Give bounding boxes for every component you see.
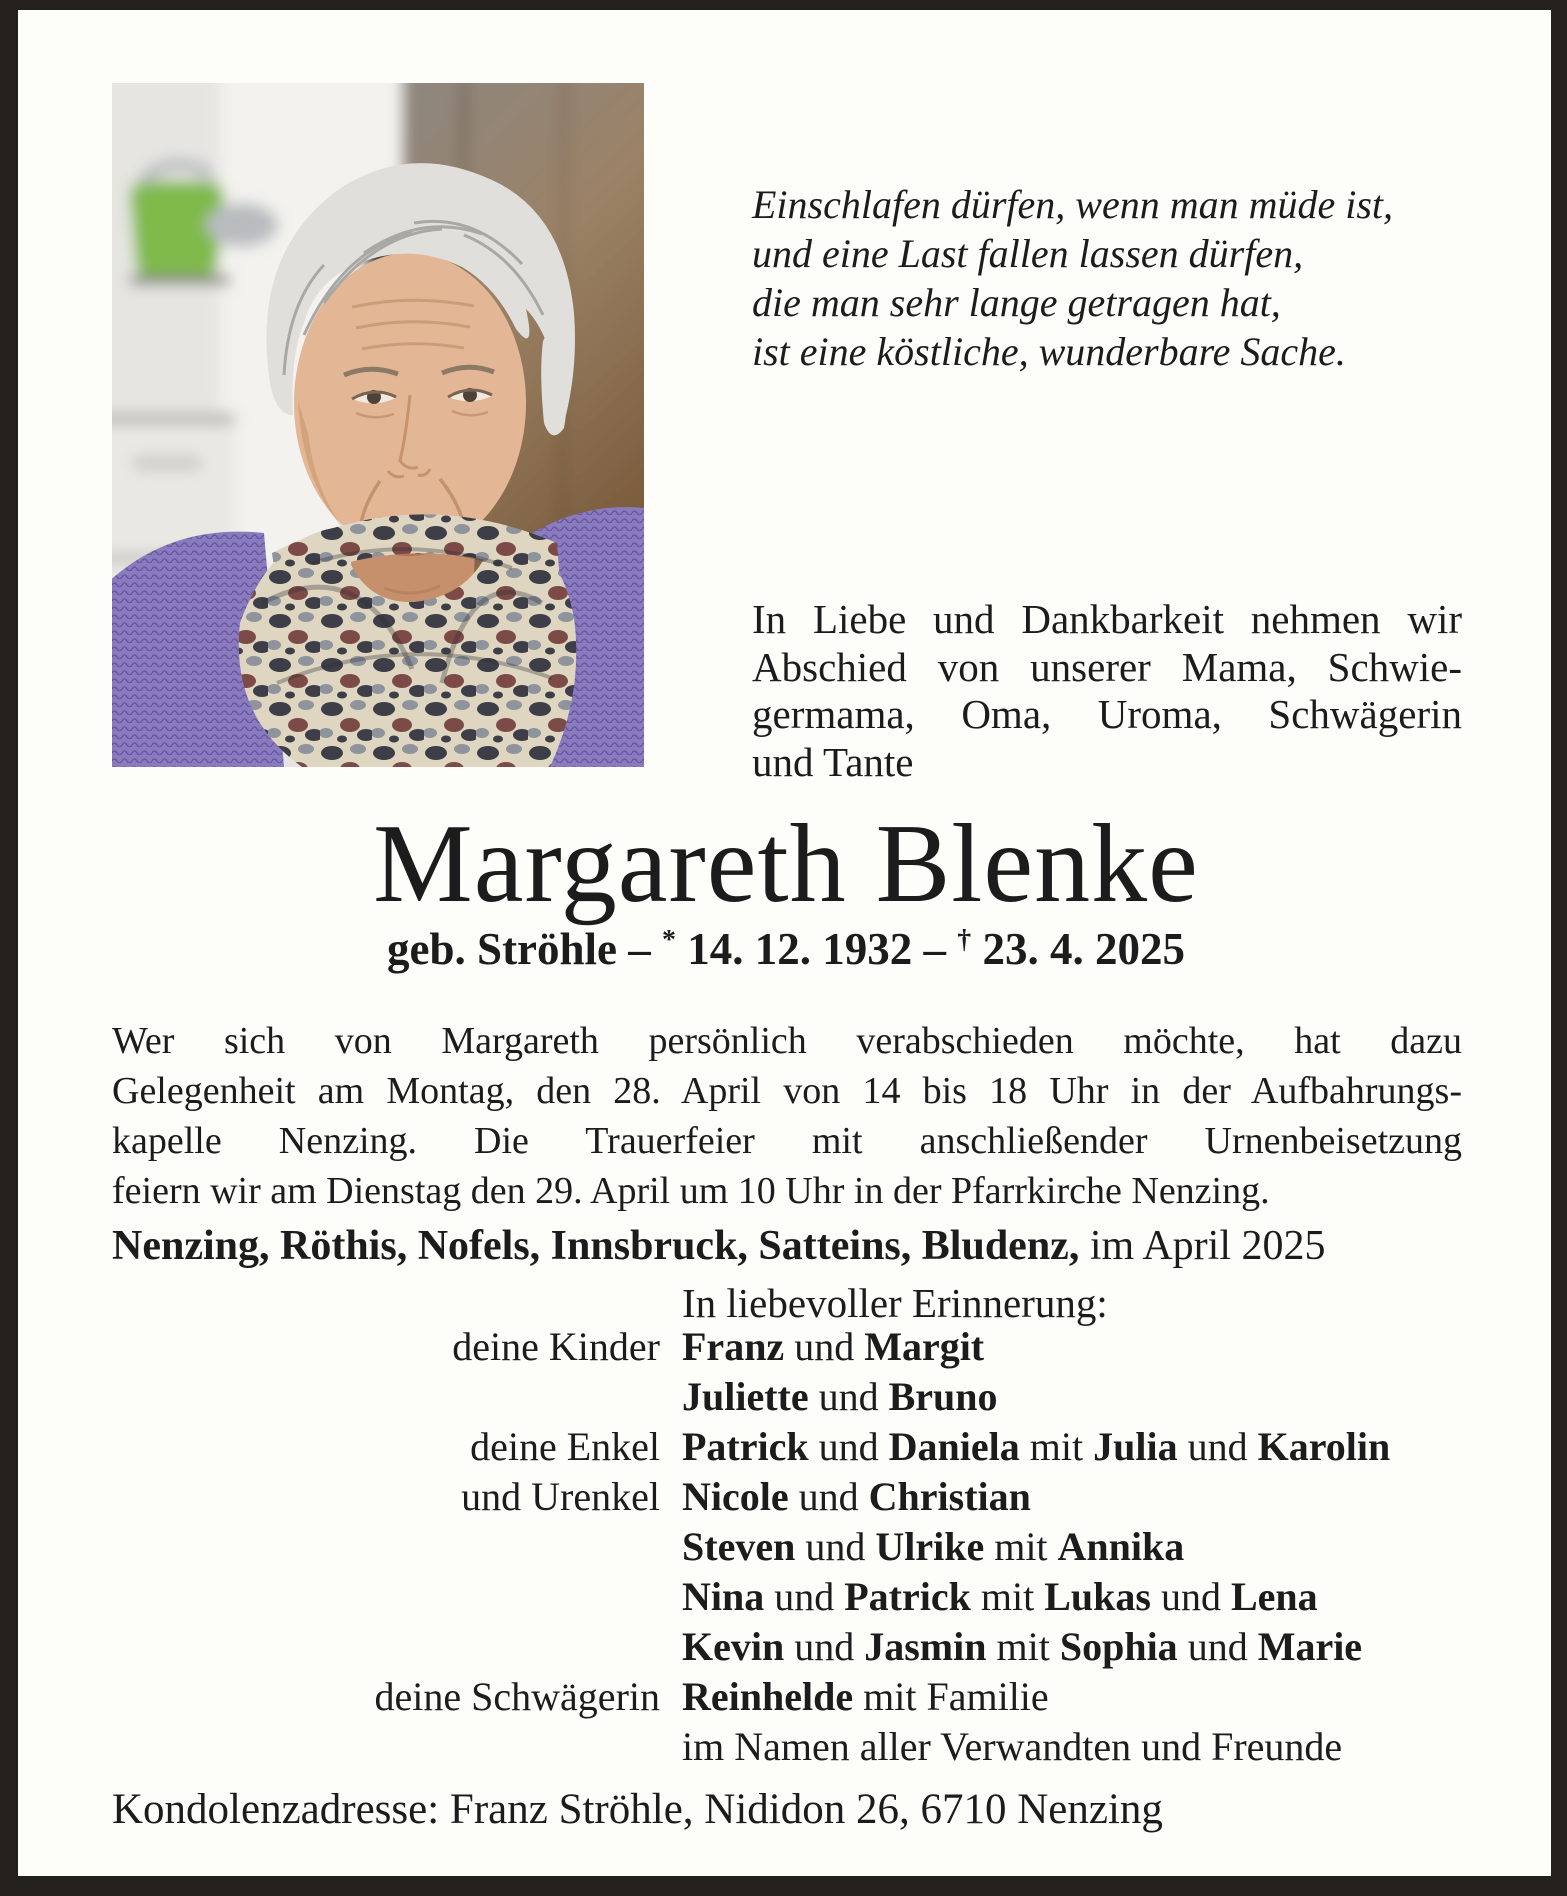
memorial-heading: In liebevoller Erinnerung: <box>682 1280 1108 1326</box>
memorial-row-names: Steven und Ulrike mit Annika <box>682 1524 1185 1569</box>
memorial-row <box>112 1572 1512 1622</box>
announcement-line: feiern wir am Dienstag den 29. April um 10 Uhr in der Pfarrkirche Nenzing. <box>112 1170 1270 1212</box>
poem-line: die man sehr lange getragen hat, <box>752 280 1281 325</box>
dateline-places: Nenzing, Röthis, Nofels, Innsbruck, Satteins, Bludenz, <box>112 1223 1080 1269</box>
birth-date: 14. 12. 1932 – <box>676 924 958 974</box>
poem <box>752 180 1464 376</box>
memorial-row <box>112 1422 1512 1472</box>
memorial-row-label: deine Enkel <box>470 1424 660 1469</box>
poem-line: und eine Last fallen lassen dürfen, <box>752 231 1304 276</box>
memorial-row <box>112 1622 1512 1672</box>
memorial-row-names: Reinhelde mit Familie <box>682 1674 1049 1719</box>
memorial-rows <box>112 1322 1512 1772</box>
dateline-date: im April 2025 <box>1079 1223 1326 1269</box>
memorial-row-label <box>112 1522 660 1572</box>
memorial-row <box>112 1522 1512 1572</box>
portrait-photo-graphic <box>112 83 644 767</box>
memorial-row-names: Juliette und Bruno <box>682 1374 998 1419</box>
poem-line: ist eine köstliche, wunderbare Sache. <box>752 329 1346 374</box>
memorial-row-label: deine Kinder <box>452 1324 660 1369</box>
intro-line: germama, Oma, Uroma, Schwägerin <box>752 691 1462 737</box>
portrait-photo <box>112 83 644 767</box>
memorial-row-label <box>112 1622 660 1672</box>
intro-line: In Liebe und Dankbarkeit nehmen wir <box>752 596 1462 642</box>
memorial-row <box>112 1672 1512 1722</box>
announcement-line: kapelle Nenzing. Die Trauerfeier mit anschließender Urnenbeisetzung <box>112 1120 1462 1162</box>
memorial-row-label: deine Schwägerin <box>374 1674 660 1719</box>
memorial-row-label <box>112 1372 660 1422</box>
announcement-line: Gelegenheit am Montag, den 28. April von 14 bis 18 Uhr in der Aufbahrungs- <box>112 1070 1462 1112</box>
dateline <box>112 1222 1462 1270</box>
memorial-row <box>112 1372 1512 1422</box>
memorial-row-names: Patrick und Daniela mit Julia und Karolin <box>682 1424 1391 1469</box>
memorial-row-label: und Urenkel <box>461 1474 660 1519</box>
intro-line: Abschied von unserer Mama, Schwie- <box>752 643 1462 690</box>
announcement-line: Wer sich von Margareth persönlich verabschieden möchte, hat dazu <box>112 1020 1462 1062</box>
poem-line: Einschlafen dürfen, wenn man müde ist, <box>752 182 1394 227</box>
memorial-row-names: Kevin und Jasmin mit Sophia und Marie <box>682 1624 1363 1669</box>
memorial-row <box>112 1322 1512 1372</box>
memorial-row-names: im Namen aller Verwandten und Freunde <box>682 1724 1343 1769</box>
funeral-announcement <box>112 1016 1462 1216</box>
memorial-row-label <box>112 1722 660 1772</box>
maiden-name: geb. Ströhle – <box>387 924 663 974</box>
maiden-name-and-dates <box>110 924 1462 974</box>
intro-line: und Tante <box>752 738 914 785</box>
memorial-row-names: Nina und Patrick mit Lukas und Lena <box>682 1574 1318 1619</box>
memorial-row-label <box>112 1572 660 1622</box>
memorial-row <box>112 1722 1512 1772</box>
patterned-scarf <box>239 514 576 767</box>
death-date: 23. 4. 2025 <box>971 924 1185 974</box>
memorial-row-names: Nicole und Christian <box>682 1474 1031 1519</box>
memorial-row-names: Franz und Margit <box>682 1324 985 1369</box>
condolence-address: Kondolenzadresse: Franz Ströhle, Nididon 26, 6710 Nenzing <box>112 1786 1163 1833</box>
memorial-row <box>112 1472 1512 1522</box>
birth-star-symbol: * <box>662 924 676 955</box>
deceased-name: Margareth Blenke <box>373 802 1199 926</box>
farewell-intro <box>752 596 1462 786</box>
death-cross-symbol: † <box>957 924 972 955</box>
